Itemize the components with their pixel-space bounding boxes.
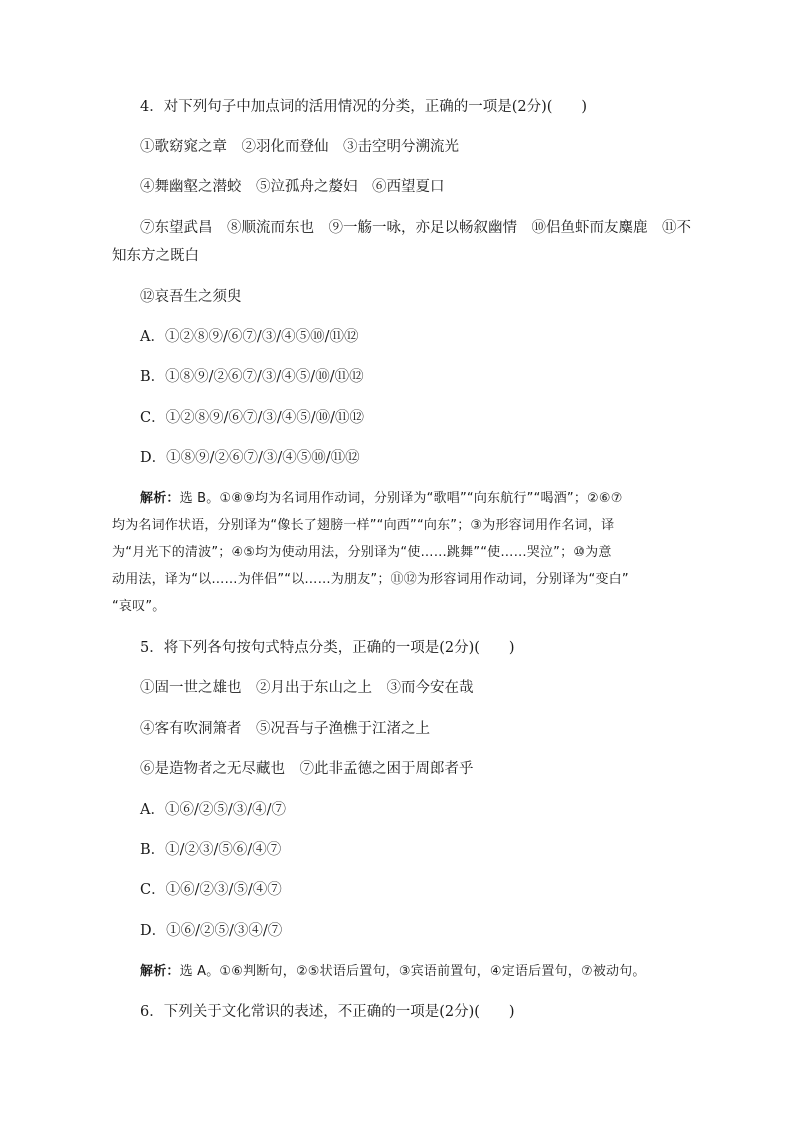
question-4-sentences-row-2: ④舞幽壑之潜蛟 ⑤泣孤舟之嫠妇 ⑥西望夏口 bbox=[140, 179, 445, 195]
analysis-line: 解析：选 A。①⑥判断句，②⑤状语后置句，③宾语前置句，④定语后置句，⑦被动句。 bbox=[140, 964, 646, 979]
question-4-option-c: C．①②⑧⑨/⑥⑦/③/④⑤/⑩/⑪⑫ bbox=[140, 410, 365, 426]
question-5-sentences-row-1: ①固一世之雄也 ②月出于东山之上 ③而今安在哉 bbox=[140, 680, 474, 696]
question-4-option-b: B．①⑧⑨/②⑥⑦/③/④⑤/⑩/⑪⑫ bbox=[140, 369, 364, 385]
analysis-label: 解析： bbox=[140, 491, 180, 506]
analysis-label: 解析： bbox=[140, 964, 180, 979]
question-6-stem: 6．下列关于文化常识的表述，不正确的一项是(2分)( ) bbox=[140, 1004, 515, 1020]
question-4-stem: 4．对下列句子中加点词的活用情况的分类，正确的一项是(2分)( ) bbox=[140, 99, 588, 115]
question-4-option-a: A．①②⑧⑨/⑥⑦/③/④⑤⑩/⑪⑫ bbox=[140, 329, 359, 345]
analysis-line: “哀叹”。 bbox=[112, 599, 166, 614]
question-5-analysis bbox=[112, 958, 692, 985]
question-5-stem: 5．将下列各句按句式特点分类，正确的一项是(2分)( ) bbox=[140, 640, 515, 656]
question-4-analysis bbox=[112, 485, 692, 620]
question-5-option-b: B．①/②③/⑤⑥/④⑦ bbox=[140, 842, 282, 858]
question-5-sentences-row-2: ④客有吹洞箫者 ⑤况吾与子渔樵于江渚之上 bbox=[140, 721, 430, 737]
question-4-sentences-row-1: ①歌窈窕之章 ②羽化而登仙 ③击空明兮溯流光 bbox=[140, 139, 459, 155]
question-5-option-c: C．①⑥/②③/⑤/④⑦ bbox=[140, 882, 282, 898]
analysis-line: 为“月光下的清波”；④⑤均为使动用法，分别译为“使……跳舞”“使……哭泣”；⑩为意 bbox=[112, 545, 612, 560]
question-5-sentences-row-3: ⑥是造物者之无尽藏也 ⑦此非孟德之困于周郎者乎 bbox=[140, 761, 474, 777]
question-4-sentences-row-3-continued: 知东方之既白 bbox=[112, 248, 199, 264]
analysis-line: 动用法，译为“以……为伴侣”“以……为朋友”；⑪⑫为形容词用作动词，分别译为“变白” bbox=[112, 572, 629, 587]
analysis-line: 均为名词作状语，分别译为“像长了翅膀一样”“向西”“向东”；③为形容词用作名词，译 bbox=[112, 518, 615, 533]
question-4-sentences-row-4: ⑫哀吾生之须臾 bbox=[140, 289, 242, 305]
question-5-option-a: A．①⑥/②⑤/③/④/⑦ bbox=[140, 802, 287, 818]
question-5-option-d: D．①⑥/②⑤/③④/⑦ bbox=[140, 923, 283, 939]
question-4-option-d: D．①⑧⑨/②⑥⑦/③/④⑤⑩/⑪⑫ bbox=[140, 450, 360, 466]
analysis-line: 解析：选 B。①⑧⑨均为名词用作动词，分别译为“歌唱”“向东航行”“喝酒”；②⑥⑦ bbox=[140, 491, 623, 506]
question-4-sentences-row-3: ⑦东望武昌 ⑧顺流而东也 ⑨一觞一咏，亦足以畅叙幽情 ⑩侣鱼虾而友麋鹿 ⑪不 bbox=[140, 220, 691, 236]
